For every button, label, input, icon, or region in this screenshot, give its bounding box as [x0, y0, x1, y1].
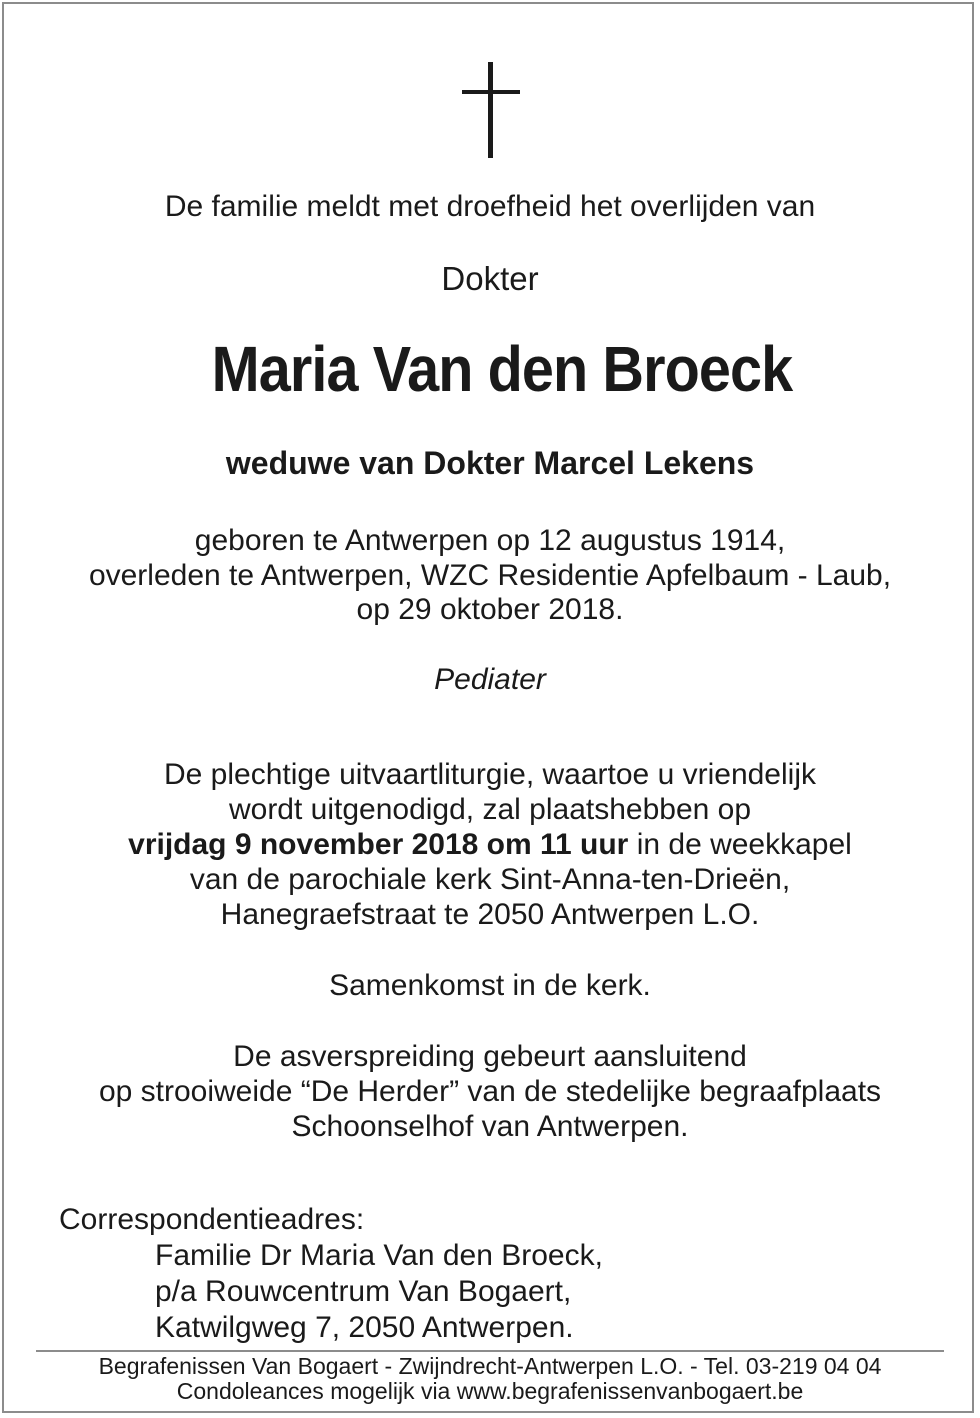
gathering-text: Samenkomst in de kerk.	[329, 969, 651, 1002]
correspondence-line-3: Katwilgweg 7, 2050 Antwerpen.	[155, 1311, 574, 1344]
scattering-line-3: Schoonselhof van Antwerpen.	[291, 1110, 689, 1143]
liturgy-date: vrijdag 9 november 2018 om 11 uur	[128, 828, 629, 861]
correspondence-label: Correspondentieadres:	[59, 1203, 365, 1236]
footer-line-2: Condoleances mogelijk via www.begrafenissenvanbogaert.be	[176, 1378, 804, 1404]
liturgy-line-3	[0, 827, 980, 863]
intro-text: De familie meldt met droefheid het overlijden van	[164, 190, 816, 223]
correspondence-line-2: p/a Rouwcentrum Van Bogaert,	[155, 1275, 572, 1308]
deceased-name: Maria Van den Broeck	[211, 333, 793, 405]
liturgy-location: in de weekkapel	[628, 828, 852, 861]
liturgy-line-4: van de parochiale kerk Sint-Anna-ten-Drieën,	[189, 863, 791, 896]
profession: Pediater	[434, 663, 546, 696]
liturgy-line-1: De plechtige uitvaartliturgie, waartoe u vriendelijk	[163, 758, 816, 791]
scattering-line-1: De asverspreiding gebeurt aansluitend	[233, 1040, 747, 1073]
footer-line-1: Begrafenissen Van Bogaert - Zwijndrecht-Antwerpen L.O. - Tel. 03-219 04 04	[98, 1353, 882, 1379]
honorific-title: Dokter	[441, 260, 539, 297]
scattering-line-2: op strooiweide “De Herder” van de stedelijke begraafplaats	[98, 1075, 882, 1108]
cross-icon	[462, 62, 520, 158]
liturgy-line-2: wordt uitgenodigd, zal plaatshebben op	[228, 793, 752, 826]
death-date-line: op 29 oktober 2018.	[356, 593, 624, 626]
correspondence-line-1: Familie Dr Maria Van den Broeck,	[155, 1239, 603, 1272]
footer-divider	[36, 1350, 944, 1352]
liturgy-line-5: Hanegraefstraat te 2050 Antwerpen L.O.	[220, 898, 760, 931]
widow-line: weduwe van Dokter Marcel Lekens	[225, 445, 755, 481]
birth-line: geboren te Antwerpen op 12 augustus 1914,	[194, 524, 786, 557]
death-line: overleden te Antwerpen, WZC Residentie Apfelbaum - Laub,	[88, 559, 892, 592]
